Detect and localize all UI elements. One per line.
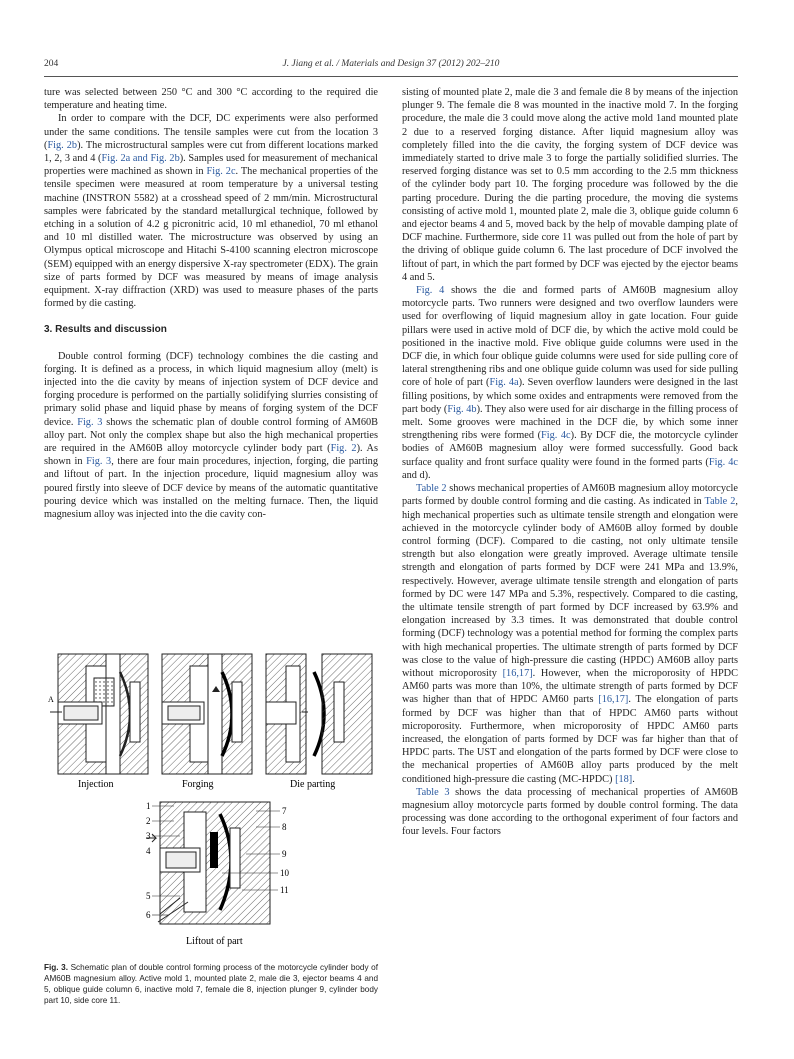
number-label: 1	[146, 801, 151, 811]
table-link[interactable]: Table 3	[416, 786, 450, 798]
figure-link[interactable]: Fig. 3	[77, 416, 103, 428]
figure-caption: Fig. 3. Schematic plan of double control forming process of the motorcycle cylinder body of AM60B magnesium alloy. Active mold 1, mounted plate 2, male die 3, ejector beams 4 and 5, oblique guide column 6, inactive mold 7, female die 8, injection plunger 9, cylinder body part 10, side core 11.	[44, 963, 378, 1005]
figure-3	[50, 652, 378, 954]
caption-die-parting: Die parting	[290, 779, 336, 790]
caption-injection: Injection	[78, 779, 114, 790]
section-heading: 3. Results and discussion	[44, 324, 167, 336]
paragraph: Double control forming (DCF) technology combines the die casting and forging. It is defined as a process, in which liquid magnesium alloy (melt) is injected into the die cavity by means of injection system of DCF device and forging procedure is performed on the partially solidifying slurries consisting of primary solid phase and liquid phase by means of forging system of the DCF device. Fig. 3 shows the schematic plan of double control forming of AM60B alloy part. Not only the complex shape but also the high mechanical properties are required in the AM60B alloy motorcycle cylinder body part (Fig. 2). As shown in Fig. 3, there are four main procedures, injection, forging, die parting and liftout of part. In the injection procedure, liquid magnesium alloy was poured firstly into sleeve of DCF device by means of the automatic quantitative pouring device which was installed on the melting furnace. Then, the liquid magnesium alloy was injected into the die cavity con-	[44, 350, 378, 521]
number-label: 7	[282, 806, 287, 816]
paragraph: Table 2 shows mechanical properties of AM60B magnesium alloy motorcycle parts formed by double control forming and die casting. As indicated in Table 2, high mechanical properties such as ultimate tensile strength and elongation were achieved in the motorcycle cylinder body of AM60B alloy formed by double control forming (DCF). Compared to die casting, not only ultimate tensile strength but also elongation were greatly improved. Average ultimate tensile strength and elongation of parts formed by DCF were 241 MPa and 13.9%, respectively. However, average ultimate tensile strength and elongation of parts formed by DC were 147 MPa and 5.3%, respectively. Compared to die casting, the ultimate tensile strength of part formed by DCF increased by 63.9% and elongation increased by 3.3 times. It was demonstrated that double control forming (DCF) technology was a potential method for forming the complex parts with high mechanical properties. The ultimate strength of parts formed by DCF was close to the value of high-pressure die casting (HPDC) AM60B alloy parts without microporosity [16,17]. However, when the microporosity of HPDC AM60 parts was more than 10%, the ultimate strength of parts formed by DCF was higher than that of HPDC AM60 parts [16,17]. The elongation of parts formed by DCF was higher than that of HPDC AM60 parts without microporosity. Furthermore, when microporosity of HPDC AM60 parts increased, the elongation of parts formed by DCF was far higher than that of HPDC parts. The UST and elongation of the parts formed by DCF were close to the mechanical properties of AM60B alloy parts produced by the melt conditioned high-pressure die casting (MC-HPDC) [18].	[402, 483, 738, 785]
left-column	[44, 86, 378, 521]
journal-citation: J. Jiang et al. / Materials and Design 37 (2012) 202–210	[282, 59, 500, 69]
paragraph: sisting of mounted plate 2, male die 3 and female die 8 by means of the injection plunger 9. The female die 8 was mounted in the inactive mold 7. In the forging procedure, the male die 3 could move along the active mold 1and mounted plate 2 due to a reserved forging distance. After liquid magnesium alloy was completely filled into the die cavity, the forging system of DCF device was immediately started to drive male 3 to forge the partially solidified slurries. The reserved forging distance was set to 0.5 mm according to the 2.5 mm thickness of the cylinder body part 10. The forging procedure was followed by the die parting procedure. During the die parting procedure, the moving die systems consisting of active mold 1, mounted plate 2, male die 3, oblique guide column 6 and ejector beams 4 and 5, moved back by the help of movable damping plate of DCF machine. Furthermore, side core 11 was pulled out from the hole of part by the driving of oblique guide column 6. The last procedure of DCF involved the liftout of part, in which the part formed by DCF was ejected by the ejector beams 4 and 5.	[402, 87, 738, 283]
figure-link[interactable]: Fig. 4c	[541, 430, 571, 442]
forging-panel	[162, 654, 252, 790]
table-link[interactable]: Table 2	[416, 483, 447, 495]
injection-panel	[48, 654, 148, 790]
number-label: 10	[280, 868, 289, 878]
header-rule	[44, 76, 738, 77]
figure-link[interactable]: Fig. 2b	[47, 139, 78, 151]
table-link[interactable]: Table 2	[704, 496, 736, 508]
number-label: 9	[282, 849, 287, 859]
caption-label: Fig. 3.	[44, 963, 68, 972]
figure-link[interactable]: Fig. 4	[416, 285, 445, 297]
figure-link[interactable]: Fig. 2c	[206, 166, 236, 178]
figure-link[interactable]: Fig. 4c	[708, 456, 738, 468]
right-column	[402, 86, 738, 839]
running-header	[44, 59, 738, 73]
number-label: 8	[282, 822, 287, 832]
liftout-panel	[146, 801, 290, 947]
figure-link[interactable]: Fig. 2a and Fig. 2b	[101, 153, 180, 165]
paragraph: In order to compare with the DCF, DC experiments were also performed under the same conditions. The tensile samples were cut from the location 3 (Fig. 2b). The microstructural samples were cut from different locations marked 1, 2, 3 and 4 (Fig. 2a and Fig. 2b). Samples used for measurement of mechanical properties were machined as shown in Fig. 2c. The mechanical properties of the tensile specimen were measured at room temperature by a universal testing machine (INSTRON 5582) at a crosshead speed of 2 mm/min. Microstructural samples were fabricated by the standard metallurgical technique, followed by etching in a solution of 4.2 g picronitric acid, 10 ml ethanediol, 70 ml ethanol and 10 ml distilled water. The microstructure was observed by using an Olympus optical microscope and Hitachi S-4100 scanning electron microscope (SEM) equipped with an energy dispersive X-ray spectrometer (EDX). The grain size of parts formed by DCF was measured by means of image analysis equipment. X-ray diffraction (XRD) was used to measure phases of the parts formed by die casting.	[44, 113, 378, 310]
paragraph: Table 3 shows the data processing of mechanical properties of AM60B magnesium alloy motorcycle parts formed by double control forming. The data processing was done according to the orthogonal experiment of four factors and four levels. Four factors	[402, 786, 738, 838]
die-parting-panel	[266, 654, 372, 790]
schematic-diagram	[50, 652, 378, 954]
number-label: 11	[280, 885, 289, 895]
number-label: 6	[146, 910, 151, 920]
number-label: 3	[146, 831, 151, 841]
number-label: 2	[146, 816, 151, 826]
section-label-a: A	[48, 695, 54, 704]
citation-link[interactable]: [16,17]	[598, 694, 629, 706]
citation-link[interactable]: [18]	[615, 773, 633, 785]
number-label: 5	[146, 891, 151, 901]
number-label: 4	[146, 846, 151, 856]
page-number: 204	[44, 59, 59, 69]
paragraph: ture was selected between 250 °C and 300 °C according to the required die temperature and heating time.	[44, 87, 378, 112]
paragraph: Fig. 4 shows the die and formed parts of AM60B magnesium alloy motorcycle parts. Two runners were designed and two overflow launders were used for overflowing of liquid magnesium alloy in gate location. Four guide pillars were used in active mold of DCF die, by which the active mold could be positioned in the inactive mold. Five oblique guide columns were used in the DCF die, in which four oblique guide columns were used for side pulling core of lateral strengthening ribs and one oblique guide column was used for side pulling core of hole of part (Fig. 4a). Seven overflow launders were designed in the last filling positions, by which some oxides and entrapments were removed from the part body (Fig. 4b). They also were used for air discharge in the filling process of melt. Some grooves were machined in the DCF die, by which some inner strengthening ribs were formed (Fig. 4c). By DCF die, the motorcycle cylinder bodies of AM60B magnesium alloy were formed successfully. Good back surface quality and front surface quality were found in the formed parts (Fig. 4c and d).	[402, 285, 738, 481]
citation-link[interactable]: [16,17]	[502, 667, 533, 679]
caption-liftout: Liftout of part	[186, 936, 243, 947]
figure-link[interactable]: Fig. 4b	[447, 403, 477, 415]
caption-forging: Forging	[182, 779, 214, 790]
figure-link[interactable]: Fig. 3	[86, 456, 112, 468]
figure-link[interactable]: Fig. 2	[330, 443, 357, 455]
figure-link[interactable]: Fig. 4a	[489, 377, 519, 389]
